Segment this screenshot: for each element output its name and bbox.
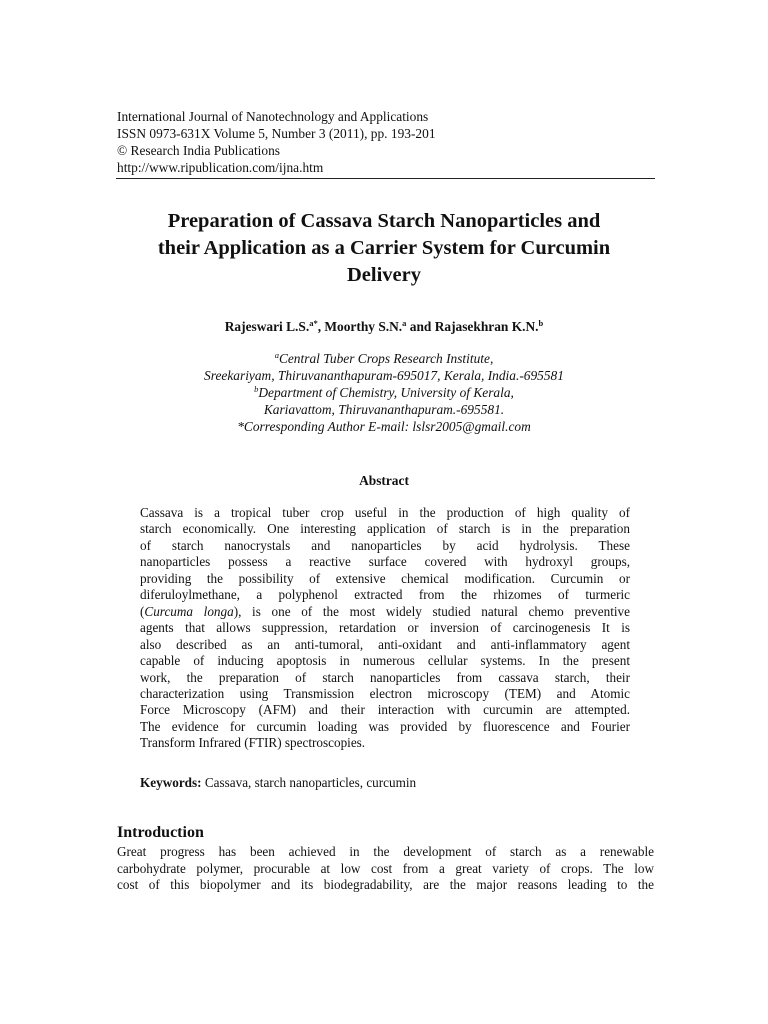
abstract-line: agents that allows suppression, retardation or inversion of carcinogenesis It is: [140, 620, 630, 636]
paragraph-line: carbohydrate polymer, procurable at low cost from a great variety of crops. The low: [117, 860, 654, 876]
abstract-line: of starch nanocrystals and nanoparticles by acid hydrolysis. These: [140, 537, 630, 553]
keywords-label: Keywords:: [140, 775, 202, 790]
author-name: Moorthy S.N.: [324, 319, 403, 334]
abstract-heading: Abstract: [359, 473, 409, 488]
introduction-body: [117, 844, 654, 894]
journal-name: International Journal of Nanotechnology and Applications: [117, 109, 429, 124]
author-affiliation-marker: a: [402, 318, 407, 328]
journal-publisher: © Research India Publications: [117, 143, 281, 158]
abstract-line: starch economically. One interesting application of starch is in the preparation: [140, 521, 630, 537]
paragraph-line: cost of this biopolymer and its biodegradability, are the major reasons leading to the: [117, 877, 654, 892]
affiliation-marker: b: [254, 384, 259, 394]
abstract-line: diferuloylmethane, a polyphenol extracted from the rhizomes of turmeric: [140, 587, 630, 603]
abstract-line: providing the possibility of extensive chemical modification. Curcumin or: [140, 570, 630, 586]
species-name: Curcuma longa: [144, 603, 234, 619]
abstract-line: capable of inducing apoptosis in numerous cellular systems. In the present: [140, 653, 630, 669]
journal-url[interactable]: http://www.ripublication.com/ijna.htm: [117, 160, 324, 175]
title-line: Delivery: [347, 264, 421, 286]
affiliation-line: Kariavattom, Thiruvananthapuram.-695581.: [263, 402, 505, 417]
journal-header: [117, 108, 657, 176]
keywords-text: Cassava, starch nanoparticles, curcumin: [201, 775, 417, 790]
author-separator: ,: [317, 319, 325, 334]
author-name: Rajeswari L.S.: [224, 319, 310, 334]
paragraph-line: Great progress has been achieved in the development of starch as a renewable: [117, 844, 654, 859]
affiliations: [100, 350, 668, 435]
author-list: [100, 318, 668, 335]
abstract-line: work, the preparation of starch nanoparticles from cassava starch, their: [140, 669, 630, 685]
paper-title: [100, 208, 668, 289]
journal-issn: ISSN 0973-631X Volume 5, Number 3 (2011), pp. 193-201: [117, 126, 436, 141]
author-affiliation-marker: b: [538, 318, 544, 328]
abstract-body: [140, 505, 630, 752]
title-line: their Application as a Carrier System for Curcumin: [157, 237, 611, 259]
affiliation-marker: a: [274, 350, 279, 360]
abstract-line: Force Microscopy (AFM) and their interaction with curcumin are attempted.: [140, 702, 630, 718]
author-affiliation-marker: a*: [309, 318, 318, 328]
abstract-line: also described as an anti-tumoral, anti-oxidant and anti-inflammatory agent: [140, 636, 630, 652]
keywords: [140, 775, 630, 791]
corresponding-author-email: *Corresponding Author E-mail: lslsr2005@gmail.com: [237, 419, 531, 434]
author-separator: and: [406, 319, 435, 334]
abstract-line: (Curcuma longa), is one of the most widely studied natural chemo preventive: [140, 603, 630, 619]
abstract-line: characterization using Transmission electron microscopy (TEM) and Atomic: [140, 685, 630, 701]
affiliation-line: $^b$Department of Chemistry, University of Kerala,: [254, 384, 514, 400]
header-divider: [116, 178, 655, 179]
author-name: Rajasekhran K.N.: [434, 319, 539, 334]
affiliation-line: Sreekariyam, Thiruvananthapuram-695017, Kerala, India.-695581: [204, 368, 564, 383]
abstract-line: Cassava is a tropical tuber crop useful in the production of high quality of: [140, 505, 630, 520]
abstract-line: Transform Infrared (FTIR) spectroscopies.: [140, 735, 366, 751]
abstract-line: The evidence for curcumin loading was provided by fluorescence and Fourier: [140, 718, 630, 734]
abstract-line: nanoparticles possess a reactive surface covered with hydroxyl groups,: [140, 554, 630, 570]
affiliation-line: $^a$Central Tuber Crops Research Institute,: [274, 350, 494, 366]
title-line: Preparation of Cassava Starch Nanoparticles and: [167, 210, 601, 232]
introduction-heading: Introduction: [117, 824, 204, 841]
